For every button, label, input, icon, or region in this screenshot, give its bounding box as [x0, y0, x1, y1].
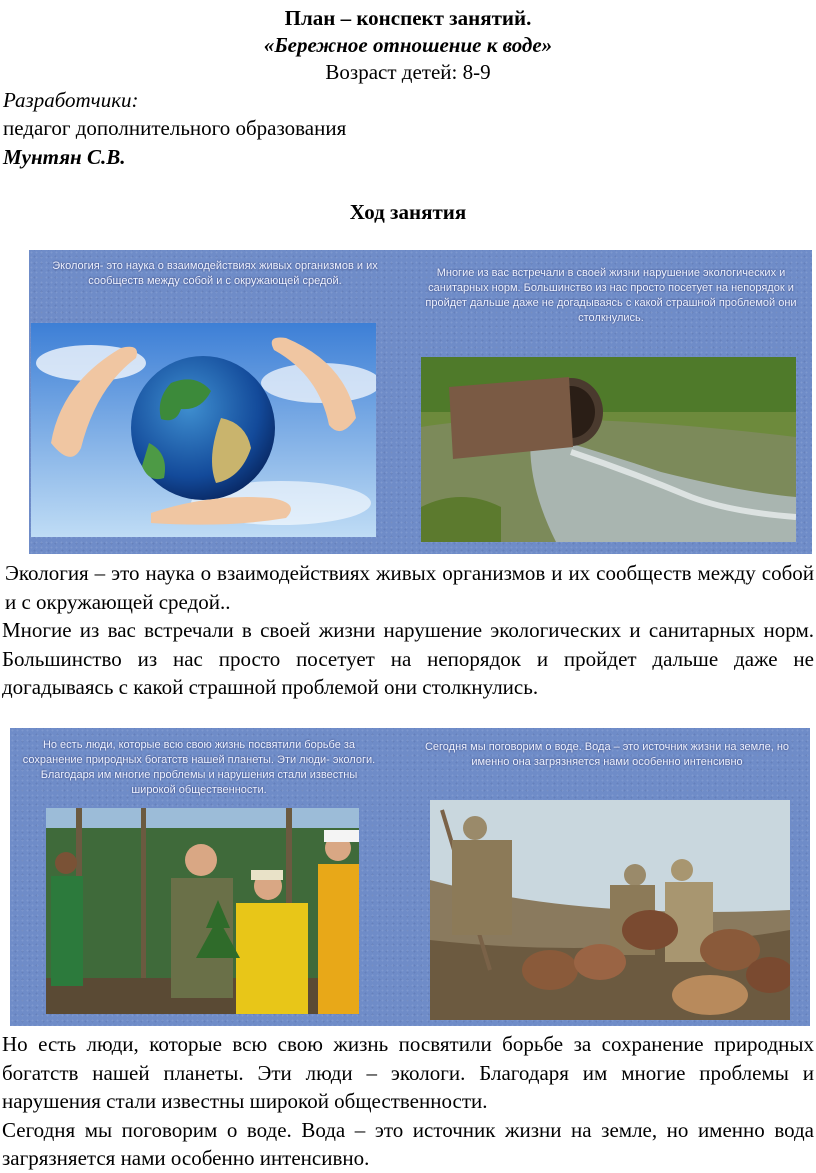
- slide1-right-caption: Многие из вас встречали в своей жизни нарушение экологических и санитарных норм. Большинство из нас просто посетует на непорядок и пройдет дальше даже не догадываясь с какой страшной проблемой они столкнулись.: [425, 267, 797, 324]
- lesson-topic: «Бережное отношение к воде»: [263, 33, 553, 57]
- slide2-right-caption: Сегодня мы поговорим о воде. Вода – это источник жизни на земле, но именно она загрязняется нами особенно интенсивно: [424, 741, 790, 768]
- document-title: План – конспект занятий.: [284, 6, 532, 30]
- paragraph-ecologists: [2, 1030, 814, 1173]
- developers-label: Разработчики:: [3, 88, 139, 112]
- ecologists-in-forest-image: [46, 808, 359, 1014]
- ecologists-text: Но есть люди, которые всю свою жизнь посвятили борьбе за сохранение природных богатств нашей планеты. Эти люди – экологи. Благодаря им многие проблемы и нарушения стали известны широкой общественности.: [2, 1032, 814, 1113]
- sewage-pipe-image: [421, 357, 796, 542]
- paragraph-ecology-definition: [2, 559, 814, 702]
- slide-ecology: [29, 250, 812, 554]
- ecology-definition-text: Экология – это наука о взаимодействиях живых организмов и их сообществ между собой и с окружающей средой..: [5, 561, 814, 614]
- age-line: Возраст детей: 8-9: [325, 60, 491, 84]
- author-position: педагог дополнительного образования: [3, 116, 347, 140]
- section-heading: Ход занятия: [349, 200, 467, 224]
- globe-in-hands-image: [31, 323, 376, 537]
- slide1-left-caption: Экология- это наука о взаимодействиях живых организмов и их сообществ между собой и с окружающей средой.: [52, 260, 378, 287]
- violations-text: Многие из вас встречали в своей жизни нарушение экологических и санитарных норм. Большинство из нас просто посетует на непорядок и пройдет дальше даже не догадываясь с какой страшной проблемой они столкнулись.: [2, 618, 814, 699]
- slide-ecologists: [10, 728, 810, 1026]
- barrels-on-shore-image: [430, 800, 790, 1020]
- slide2-left-caption: Но есть люди, которые всю свою жизнь посвятили борьбе за сохранение природных богатств нашей планеты. Эти люди- экологи. Благодаря им многие проблемы и нарушения стали известны широкой общественности.: [22, 739, 376, 796]
- water-topic-text: Сегодня мы поговорим о воде. Вода – это источник жизни на земле, но именно вода загрязняется нами особенно интенсивно.: [2, 1117, 814, 1170]
- author-name: Мунтян С.В.: [3, 145, 126, 169]
